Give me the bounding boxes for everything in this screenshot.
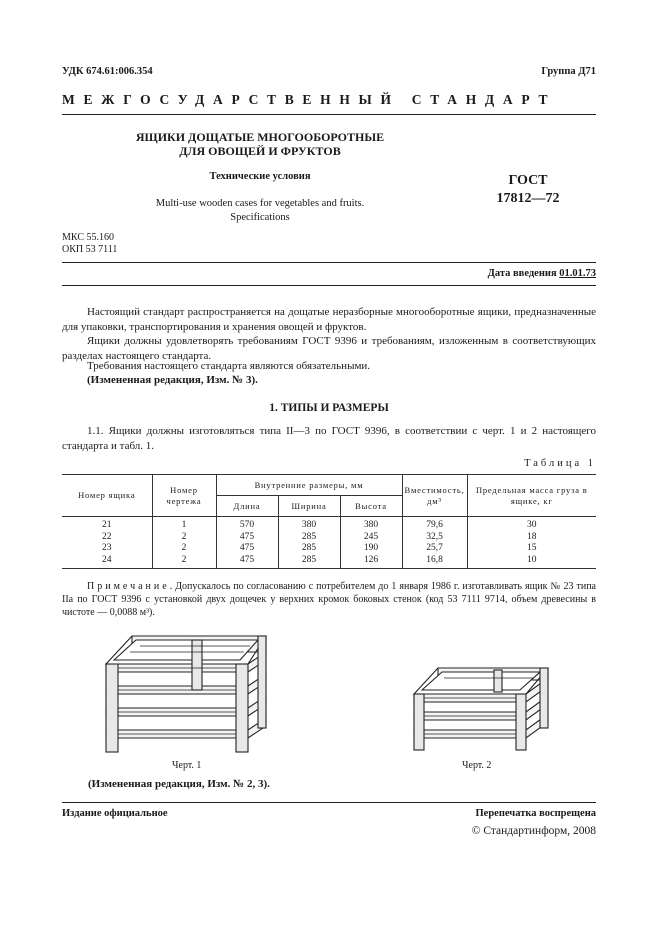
section-heading: 1. ТИПЫ И РАЗМЕРЫ: [269, 402, 389, 414]
table-cell: 380: [278, 517, 340, 532]
figure-caption-2: Черт. 2: [462, 760, 492, 771]
crate-drawing-1: [100, 630, 270, 756]
table-row: [62, 532, 596, 544]
classification-codes: [62, 232, 117, 256]
amendment-note-3: (Измененная редакция, Изм. № 3).: [87, 374, 258, 386]
table-cell: 10: [467, 555, 596, 569]
table-cell: 190: [340, 543, 402, 555]
box-dimensions-table: [62, 474, 596, 569]
figure-caption-1: Черт. 1: [172, 760, 202, 771]
header-drawing-number: Номер чертежа: [152, 475, 216, 517]
gost-number: 17812—72: [496, 191, 560, 206]
paragraph-scope: Настоящий стандарт распространяется на дощатые неразборные многооборотные ящики, предназначенные для упаковки, транспортирования и хранения овощей и фруктов.: [62, 306, 596, 333]
mks-code: МКС 55.160: [62, 232, 114, 243]
english-title-line-2: Specifications: [230, 212, 290, 223]
copyright: © Стандартинформ, 2008: [471, 825, 596, 837]
table-cell: 23: [62, 543, 152, 555]
header-max-mass: Предельная масса груза в ящике, кг: [467, 475, 596, 517]
header-rule: [62, 114, 596, 115]
header-length: Длина: [216, 496, 278, 517]
table-row: [62, 517, 596, 532]
table-cell: 245: [340, 532, 402, 544]
table-row: [62, 555, 596, 569]
note-text: . Допускалось по согласованию с потребителем до 1 января 1986 г. изготавливать ящик № 23 типа IIа по ГОСТ 9396 с установкой двух дощечек у верхних кромок боковых стенок (код 53 7111 9714, объем древесины в чистоте — 0,0088 м³).: [62, 581, 596, 618]
table-cell: 475: [216, 555, 278, 569]
paragraph-mandatory: Требования настоящего стандарта являются обязательными.: [87, 360, 371, 372]
note-label: Примечание: [87, 581, 170, 592]
title-line-2: ДЛЯ ОВОЩЕЙ И ФРУКТОВ: [179, 144, 341, 158]
table-cell: 380: [340, 517, 402, 532]
date-rule: [62, 285, 596, 286]
reprint-prohibited: Перепечатка воспрещена: [475, 808, 596, 819]
crate-drawing-2: [408, 662, 552, 754]
table-cell: 126: [340, 555, 402, 569]
english-title-line-1: Multi-use wooden cases for vegetables and fruits.: [155, 198, 365, 209]
table-cell: 25,7: [402, 543, 467, 555]
amendment-note-2-3: (Измененная редакция, Изм. № 2, 3).: [88, 778, 270, 790]
table-cell: 79,6: [402, 517, 467, 532]
codes-rule: [62, 262, 596, 263]
table-cell: 21: [62, 517, 152, 532]
paragraph-requirements: Ящики должны удовлетворять требованиям ГОСТ 9396 и требованиям, изложенным в соответствующих разделах настоящего стандарта.: [62, 335, 596, 362]
header-inner-dimensions: Внутренние размеры, мм: [216, 475, 402, 496]
header-box-number: Номер ящика: [62, 475, 152, 517]
table-cell: 30: [467, 517, 596, 532]
table-cell: 2: [152, 532, 216, 544]
paragraph-types: 1.1. Ящики должны изготовляться типа II—3 по ГОСТ 9396, в соответствии с черт. 1 и 2 настоящего стандарта и табл. 1.: [62, 425, 596, 452]
table-cell: 24: [62, 555, 152, 569]
okp-code: ОКП 53 7111: [62, 244, 118, 255]
table-cell: 475: [216, 532, 278, 544]
table-cell: 285: [278, 543, 340, 555]
introduction-date: [488, 268, 596, 279]
table-caption: Таблица 1: [524, 458, 596, 469]
udk-code: УДК 674.61:006.354: [62, 66, 153, 77]
header-height: Высота: [340, 496, 402, 517]
header-width: Ширина: [278, 496, 340, 517]
table-cell: 570: [216, 517, 278, 532]
title-line-1: ЯЩИКИ ДОЩАТЫЕ МНОГООБОРОТНЫЕ: [135, 130, 385, 144]
gost-label: ГОСТ: [508, 173, 548, 188]
table-cell: 16,8: [402, 555, 467, 569]
interstate-standard-heading: МЕЖГОСУДАРСТВЕННЫЙ СТАНДАРТ: [62, 92, 557, 107]
document-subtitle: Технические условия: [209, 171, 311, 182]
official-edition: Издание официальное: [62, 808, 168, 819]
table-cell: 475: [216, 543, 278, 555]
table-cell: 285: [278, 532, 340, 544]
gost-designation: [478, 172, 578, 208]
table-cell: 285: [278, 555, 340, 569]
table-cell: 32,5: [402, 532, 467, 544]
table-row: [62, 543, 596, 555]
english-title: [100, 197, 420, 225]
table-cell: 1: [152, 517, 216, 532]
group-code: Группа Д71: [541, 66, 596, 77]
table-cell: 18: [467, 532, 596, 544]
header-capacity: Вместимость, дм³: [402, 475, 467, 517]
table-cell: 2: [152, 543, 216, 555]
introduction-date-label: Дата введения: [487, 268, 557, 279]
table-note: [62, 580, 596, 619]
table-cell: 2: [152, 555, 216, 569]
table-cell: 22: [62, 532, 152, 544]
table-cell: 15: [467, 543, 596, 555]
document-title: [100, 130, 420, 158]
footer-rule: [62, 802, 596, 803]
introduction-date-value: 01.01.73: [559, 268, 596, 279]
